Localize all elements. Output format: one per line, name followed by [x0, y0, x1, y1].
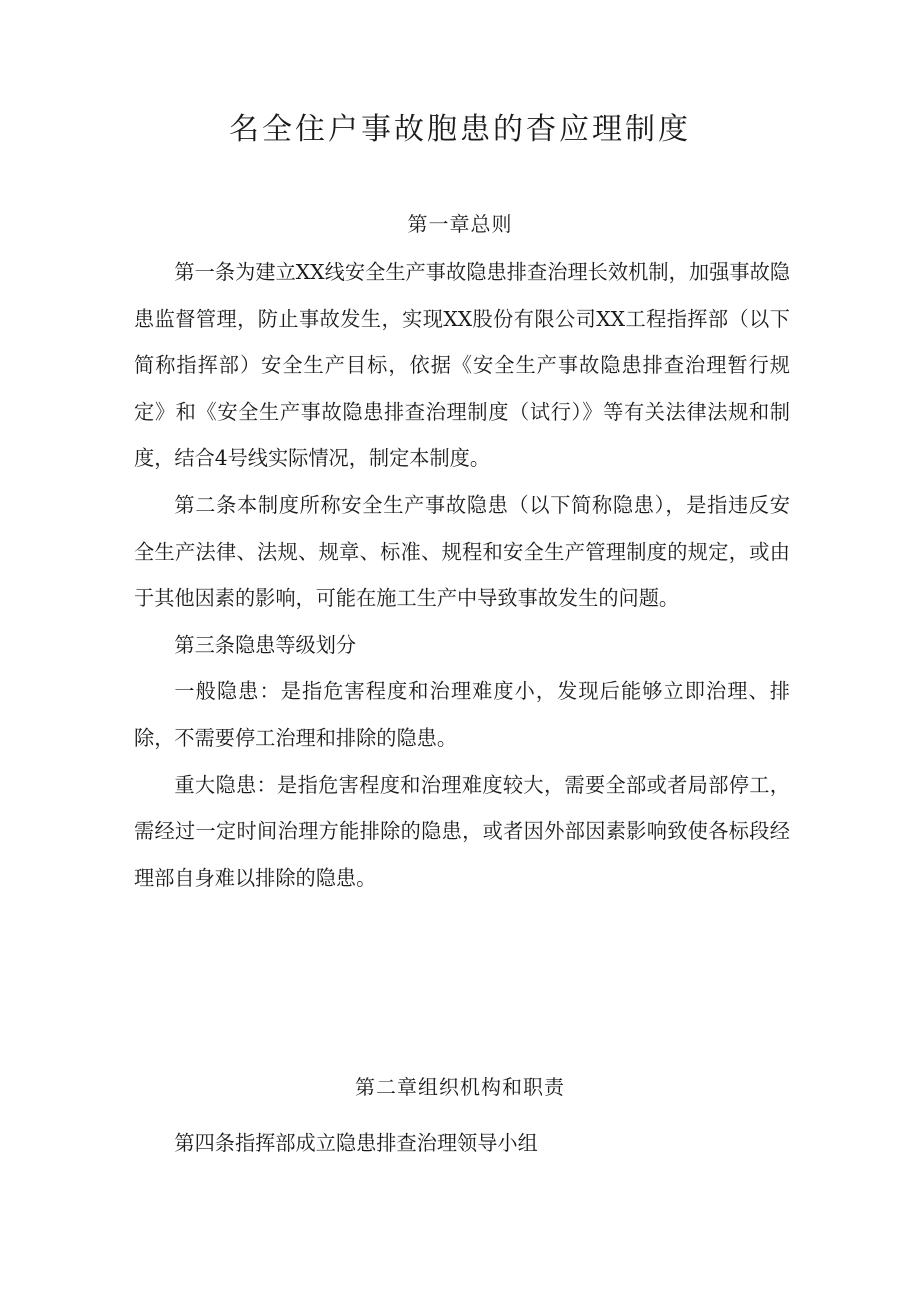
document-title: 名全住户事故胞患的杳应理制度 — [229, 112, 691, 147]
chapter-2-heading: 第二章组织机构和职责 — [355, 1075, 565, 1099]
article-2-paragraph: 第二条本制度所称安全生产事故隐患（以下简称隐患），是指违反安全生产法律、法规、规章、标准、规程和安全生产管理制度的规定，或由于其他因素的影响，可能在施工生产中导致事故发生的问题。 — [134, 492, 790, 611]
article-3-paragraph: 第三条隐患等级划分 — [174, 632, 357, 657]
article-1-paragraph: 第一条为建立XX线安全生产事故隐患排查治理长效机制，加强事故隐患监督管理，防止事故发生，实现XX股份有限公司XX工程指挥部（以下简称指挥部）安全生产目标，依据《安全生产事故隐患排查治理暂行规定》和《安全生产事故隐患排查治理制度（试行）》等有关法律法规和制度，结合4号线实际情况，制定本制度。 — [134, 260, 790, 471]
chapter-1-body — [134, 249, 790, 901]
major-hazard-paragraph: 重大隐患：是指危害程度和治理难度较大，需要全部或者局部停工，需经过一定时间治理方能排除的隐患，或者因外部因素影响致使各标段经理部自身难以排除的隐患。 — [134, 772, 790, 890]
general-hazard-paragraph: 一般隐患：是指危害程度和治理难度小，发现后能够立即治理、排除，不需要停工治理和排除的隐患。 — [134, 679, 790, 750]
chapter-1-heading: 第一章总则 — [407, 212, 513, 236]
article-4-paragraph: 第四条指挥部成立隐患排查治理领导小组 — [174, 1131, 538, 1155]
chapter-2-body — [134, 1120, 790, 1167]
